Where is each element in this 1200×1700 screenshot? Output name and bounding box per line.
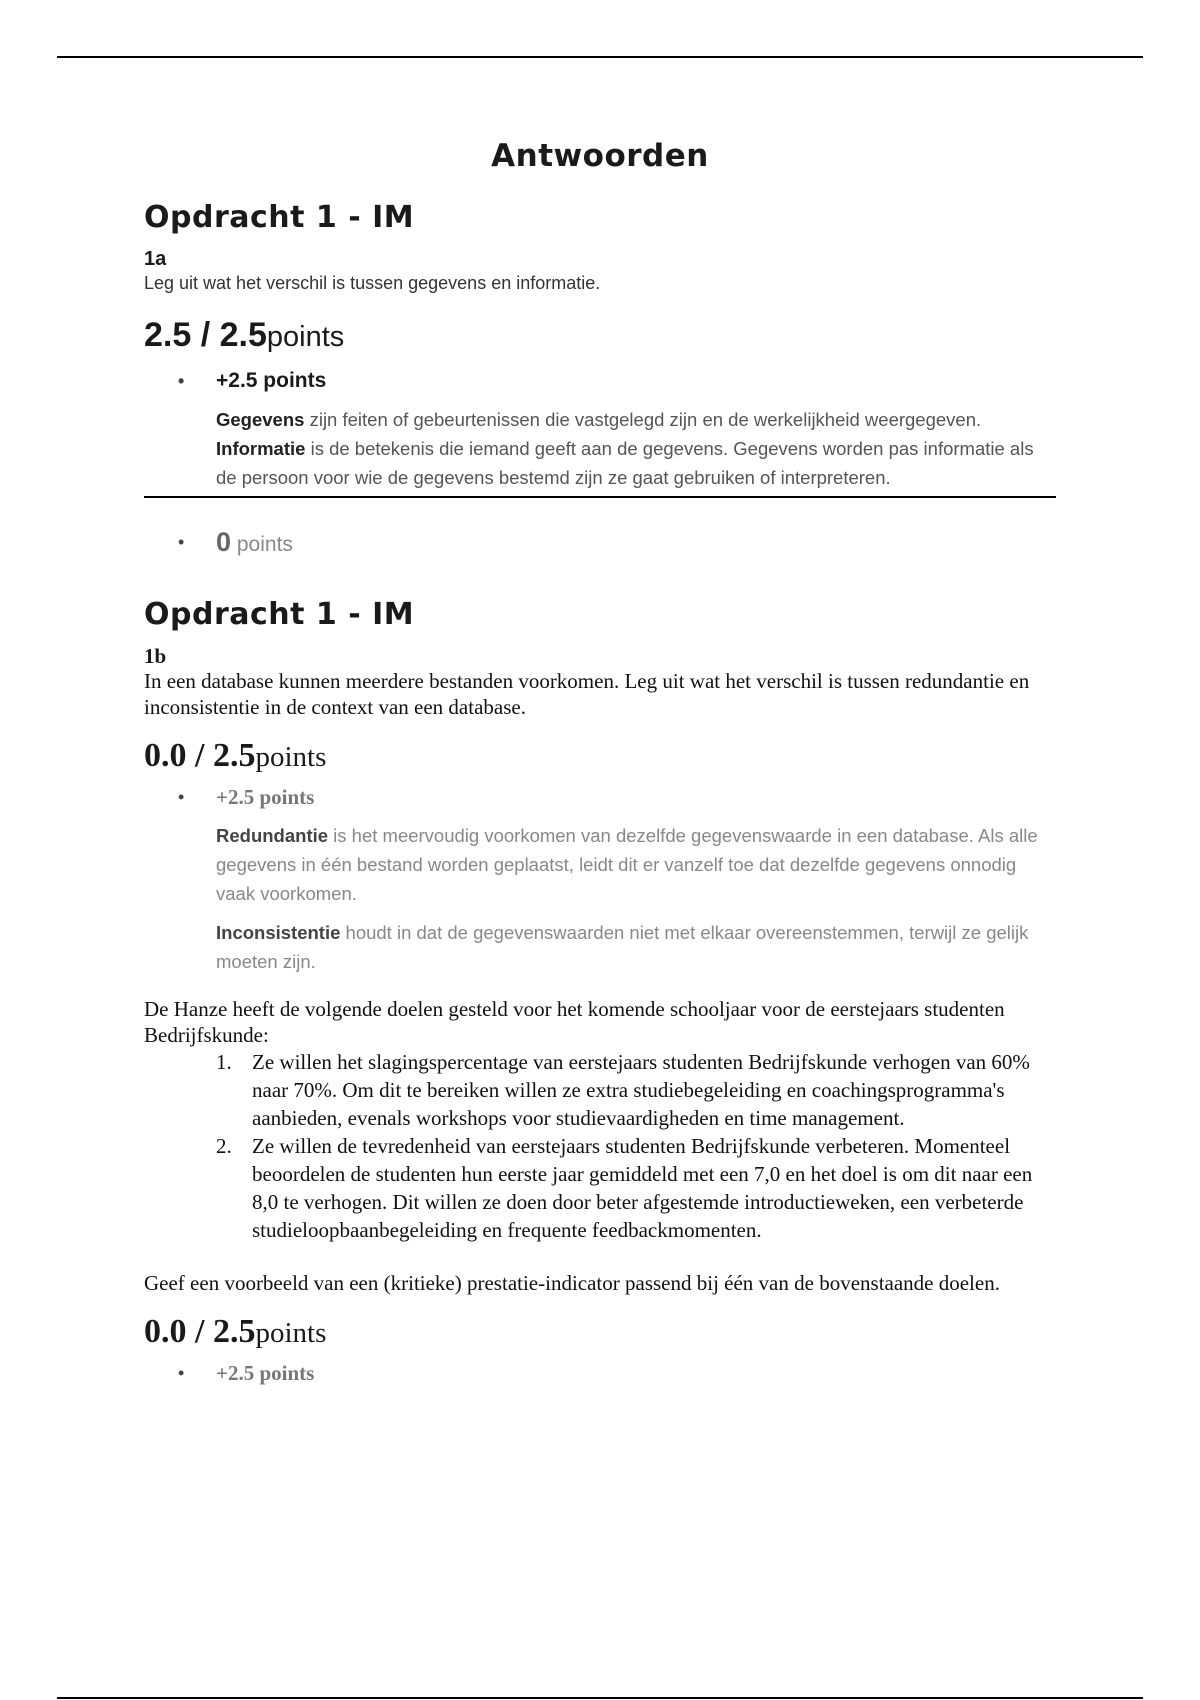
question-text: In een database kunnen meerdere bestanden voorkomen. Leg uit wat het verschil is tussen redundantie en inconsistentie in de context van een database. — [144, 669, 1030, 719]
score-separator: / — [186, 737, 213, 774]
answer-term: Inconsistentie — [216, 922, 341, 943]
score-unit: points — [255, 1317, 327, 1349]
context-intro: De Hanze heeft de volgende doelen gesteld voor het komende schooljaar voor de eerstejaars studenten Bedrijfskunde: — [144, 997, 1005, 1047]
rubric-bullet: • +2.5 points — [144, 783, 1056, 811]
section-1b — [144, 597, 1056, 976]
score — [144, 736, 1056, 777]
document-title: Antwoorden — [491, 138, 709, 174]
score-total: 2.5 — [212, 737, 256, 774]
question-text: Leg uit wat het verschil is tussen gegevens en informatie. — [144, 273, 601, 293]
score-total: 2.5 — [212, 1313, 256, 1350]
answer-term: Gegevens — [216, 409, 305, 430]
rubric-bullet: • +2.5 points — [144, 367, 1056, 395]
divider — [144, 496, 1056, 498]
score — [144, 1312, 1056, 1353]
zero-unit: points — [231, 533, 293, 556]
score — [144, 315, 1056, 357]
question-label: 1b — [144, 644, 167, 668]
document-body — [144, 138, 1056, 1387]
goals-list — [144, 1048, 1056, 1244]
model-answer-inconsistentie — [216, 918, 1056, 976]
zero-value: 0 — [216, 527, 232, 557]
rubric-bullet: • +2.5 points — [144, 1359, 1056, 1387]
section-1a — [144, 200, 1056, 559]
answer-term: Redundantie — [216, 825, 329, 846]
section-kpi-question — [144, 996, 1056, 1387]
kpi-question-text: Geef een voorbeeld van een (kritieke) prestatie-indicator passend bij één van de bovenstaande doelen. — [144, 1271, 1000, 1295]
score-unit: points — [266, 321, 345, 353]
goal-item — [144, 1048, 1056, 1132]
goal-item — [144, 1132, 1056, 1244]
bottom-rule — [57, 1697, 1143, 1699]
goal-number: 2. — [216, 1134, 232, 1158]
answer-text: is de betekenis die iemand geeft aan de gegevens. Gegevens worden pas informatie als de persoon voor wie de gegevens bestemd zijn ze gaat gebruiken of interpreteren. — [216, 438, 1034, 488]
answer-term: Informatie — [216, 438, 306, 459]
score-earned: 2.5 — [144, 316, 192, 354]
score-separator: / — [186, 1313, 213, 1350]
goal-text: Ze willen het slagingspercentage van eerstejaars studenten Bedrijfskunde verhogen van 60% naar 70%. Om dit te bereiken willen ze extra studiebegeleiding en coachingsprogramma's aanbieden, evenals workshops voor studievaardigheden en time management. — [252, 1050, 1030, 1130]
score-unit: points — [255, 741, 327, 773]
section-title: Opdracht 1 - IM — [144, 597, 415, 632]
score-separator: / — [191, 316, 220, 354]
score-earned: 0.0 — [144, 1313, 187, 1350]
answer-text: is het meervoudig voorkomen van dezelfde gegevenswaarde in een database. Als alle gegevens in één bestand worden geplaatst, leidt dit er vanzelf toe dat dezelfde gegevens onnodig vaak voorkomen. — [216, 825, 1038, 904]
answer-text: zijn feiten of gebeurtenissen die vastgelegd zijn en de werkelijkheid weergegeven. — [304, 409, 982, 430]
answer-text: houdt in dat de gegevenswaarden niet met elkaar overeenstemmen, terwijl ze gelijk moeten zijn. — [216, 922, 1029, 972]
question-label: 1a — [144, 248, 167, 270]
score-total: 2.5 — [219, 316, 267, 354]
model-answer — [216, 405, 1056, 492]
goal-text: Ze willen de tevredenheid van eerstejaars studenten Bedrijfskunde verbeteren. Momenteel beoordelen de studenten hun eerste jaar gemiddeld met een 7,0 en het doel is om dit naar een 8,0 te verhogen. Dit willen ze doen door beter afgestemde introductieweken, een verbeterde studieloopbaanbegeleiding en frequente feedbackmomenten. — [252, 1134, 1033, 1242]
rubric-bullet-zero — [144, 528, 1056, 559]
goal-number: 1. — [216, 1050, 232, 1074]
section-title: Opdracht 1 - IM — [144, 200, 415, 235]
model-answer-redundantie — [216, 821, 1056, 908]
score-earned: 0.0 — [144, 737, 187, 774]
top-rule — [57, 56, 1143, 58]
